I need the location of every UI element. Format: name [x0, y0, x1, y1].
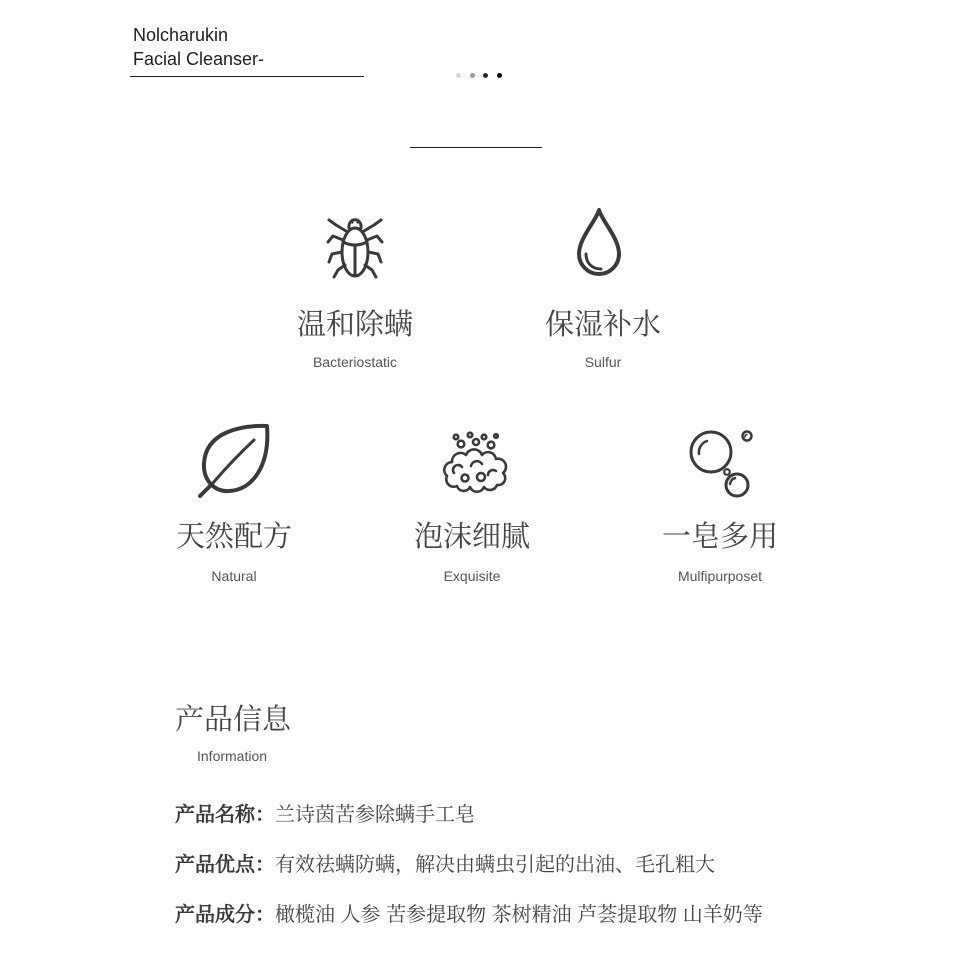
brand-underline: [130, 76, 364, 77]
info-value: 兰诗茵苦参除螨手工皂: [275, 804, 475, 826]
pager-dot-3[interactable]: [483, 73, 488, 78]
feature-title: 泡沫细腻: [413, 521, 530, 553]
brand-name: Nolcharukin: [133, 25, 229, 45]
mite-icon: [325, 211, 385, 279]
feature-subtitle: Bacteriostatic: [312, 354, 398, 370]
feature-title: 一皂多用: [661, 521, 778, 553]
feature-title: 保湿补水: [544, 309, 661, 341]
feature-anti-mite: [265, 207, 445, 387]
info-label: 产品优点：: [175, 854, 275, 876]
bubbles-icon: [688, 429, 756, 499]
feature-subtitle: Natural: [211, 568, 257, 584]
feature-moisturizing: [513, 207, 693, 387]
leaf-icon: [197, 423, 269, 499]
pager-dot-1[interactable]: [456, 73, 461, 78]
info-row-advantages: [175, 851, 715, 879]
brand-block: [133, 23, 264, 71]
pager-dot-2[interactable]: [470, 73, 475, 78]
feature-natural: [144, 424, 324, 604]
product-name: Facial Cleanser-: [133, 49, 265, 69]
info-title: 产品信息: [175, 704, 292, 736]
info-label: 产品成分：: [175, 904, 275, 926]
section-divider: [410, 147, 542, 148]
info-row-product-name: [175, 801, 475, 829]
feature-subtitle: Exquisite: [443, 568, 501, 584]
feature-fine-foam: [382, 424, 562, 604]
water-drop-icon: [575, 207, 623, 277]
pager-dot-4[interactable]: [497, 73, 502, 78]
info-row-ingredients: [175, 901, 763, 929]
feature-title: 天然配方: [175, 521, 292, 553]
info-subtitle: Information: [197, 748, 268, 764]
info-value: 橄榄油 人参 苦参提取物 茶树精油 芦荟提取物 山羊奶等: [275, 904, 763, 926]
pager: [456, 72, 502, 78]
feature-multipurpose: [630, 424, 810, 604]
feature-title: 温和除螨: [296, 309, 413, 341]
feature-subtitle: Sulfur: [584, 354, 622, 370]
feature-subtitle: Mulfipurposet: [677, 568, 763, 584]
info-label: 产品名称：: [175, 804, 275, 826]
foam-icon: [443, 431, 507, 497]
info-value: 有效祛螨防螨，解决由螨虫引起的出油、毛孔粗大: [275, 854, 715, 876]
